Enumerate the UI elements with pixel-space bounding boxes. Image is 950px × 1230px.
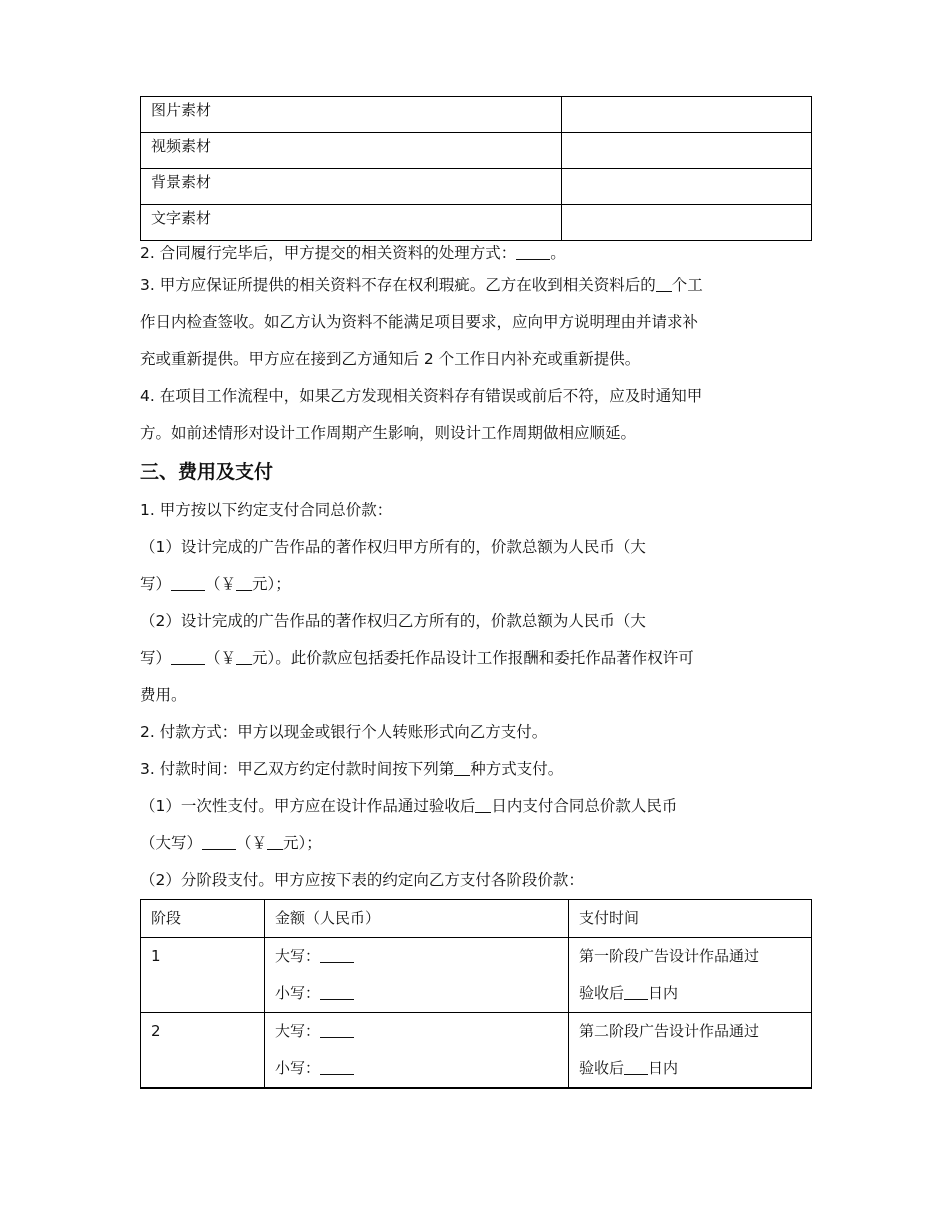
blank xyxy=(202,833,236,850)
clause-3-1-2-line: 写） （￥ 元）。此价款应包括委托作品设计工作报酬和委托作品著作权许可 xyxy=(140,649,694,667)
material-value xyxy=(562,97,812,133)
material-label: 背景素材 xyxy=(141,169,562,205)
clause-3-line: 充或重新提供。甲方应在接到乙方通知后 2 个工作日内补充或重新提供。 xyxy=(140,350,641,368)
material-label: 文字素材 xyxy=(141,205,562,241)
clause-3-1-1: （1）设计完成的广告作品的著作权归甲方所有的，价款总额为人民币（大 xyxy=(140,538,646,556)
material-label: 视频素材 xyxy=(141,133,562,169)
material-label: 图片素材 xyxy=(141,97,562,133)
blank xyxy=(171,574,205,591)
blank xyxy=(454,759,470,776)
table-row xyxy=(141,205,812,241)
blank xyxy=(624,983,648,1000)
clause-3: 3. 甲方应保证所提供的相关资料不存在权利瑕疵。乙方在收到相关资料后的 个工 xyxy=(140,276,703,294)
blank xyxy=(320,983,354,1000)
material-value xyxy=(562,133,812,169)
materials-table xyxy=(140,96,812,241)
clause-3-3-1-line: （大写） （￥ 元）； xyxy=(140,834,322,852)
table-row xyxy=(141,938,812,1013)
stage-cell: 1 xyxy=(141,938,265,1013)
table-row xyxy=(141,133,812,169)
section-heading: 三、费用及支付 xyxy=(140,461,274,483)
clause-4: 4. 在项目工作流程中，如果乙方发现相关资料存有错误或前后不符，应及时通知甲 xyxy=(140,387,703,405)
blank xyxy=(320,1058,354,1075)
clause-3-line: 作日内检查签收。如乙方认为资料不能满足项目要求，应向甲方说明理由并请求补 xyxy=(140,313,699,331)
blank xyxy=(624,1058,648,1075)
blank xyxy=(320,946,354,963)
time-cell: 第一阶段广告设计作品通过 验收后 日内 xyxy=(569,938,812,1013)
clause-3-2: 2. 付款方式：甲方以现金或银行个人转账形式向乙方支付。 xyxy=(140,723,548,741)
table-row xyxy=(141,97,812,133)
header-cell: 阶段 xyxy=(141,900,265,938)
blank xyxy=(236,574,252,591)
clause-3-3-1: （1）一次性支付。甲方应在设计作品通过验收后 日内支付合同总价款人民币 xyxy=(140,797,678,815)
clause-3-3-2: （2）分阶段支付。甲方应按下表的约定向乙方支付各阶段价款： xyxy=(140,871,584,889)
table-header-row xyxy=(141,900,812,938)
stage-payment-table xyxy=(140,899,812,1089)
table-row xyxy=(141,169,812,205)
clause-3-3: 3. 付款时间：甲乙双方约定付款时间按下列第 种方式支付。 xyxy=(140,760,564,778)
blank xyxy=(516,243,550,260)
clause-4-line: 方。如前述情形对设计工作周期产生影响，则设计工作周期做相应顺延。 xyxy=(140,424,637,442)
blank xyxy=(320,1021,354,1038)
amount-cell: 大写： 小写： xyxy=(265,1013,569,1089)
header-cell: 支付时间 xyxy=(569,900,812,938)
blank xyxy=(475,796,491,813)
clause-3-1-2: （2）设计完成的广告作品的著作权归乙方所有的，价款总额为人民币（大 xyxy=(140,612,646,630)
blank xyxy=(267,833,283,850)
blank xyxy=(171,648,205,665)
clause-3-1-1-line: 写） （￥ 元）； xyxy=(140,575,291,593)
table-row xyxy=(141,1013,812,1089)
material-value xyxy=(562,205,812,241)
header-cell: 金额（人民币） xyxy=(265,900,569,938)
clause-2: 2. 合同履行完毕后，甲方提交的相关资料的处理方式： 。 xyxy=(140,244,566,262)
blank xyxy=(656,275,672,292)
amount-cell: 大写： 小写： xyxy=(265,938,569,1013)
clause-3-1-2-line: 费用。 xyxy=(140,686,187,704)
document-page xyxy=(140,96,812,1089)
blank xyxy=(236,648,252,665)
clause-3-1: 1. 甲方按以下约定支付合同总价款： xyxy=(140,501,393,519)
material-value xyxy=(562,169,812,205)
time-cell: 第二阶段广告设计作品通过 验收后 日内 xyxy=(569,1013,812,1089)
stage-cell: 2 xyxy=(141,1013,265,1089)
